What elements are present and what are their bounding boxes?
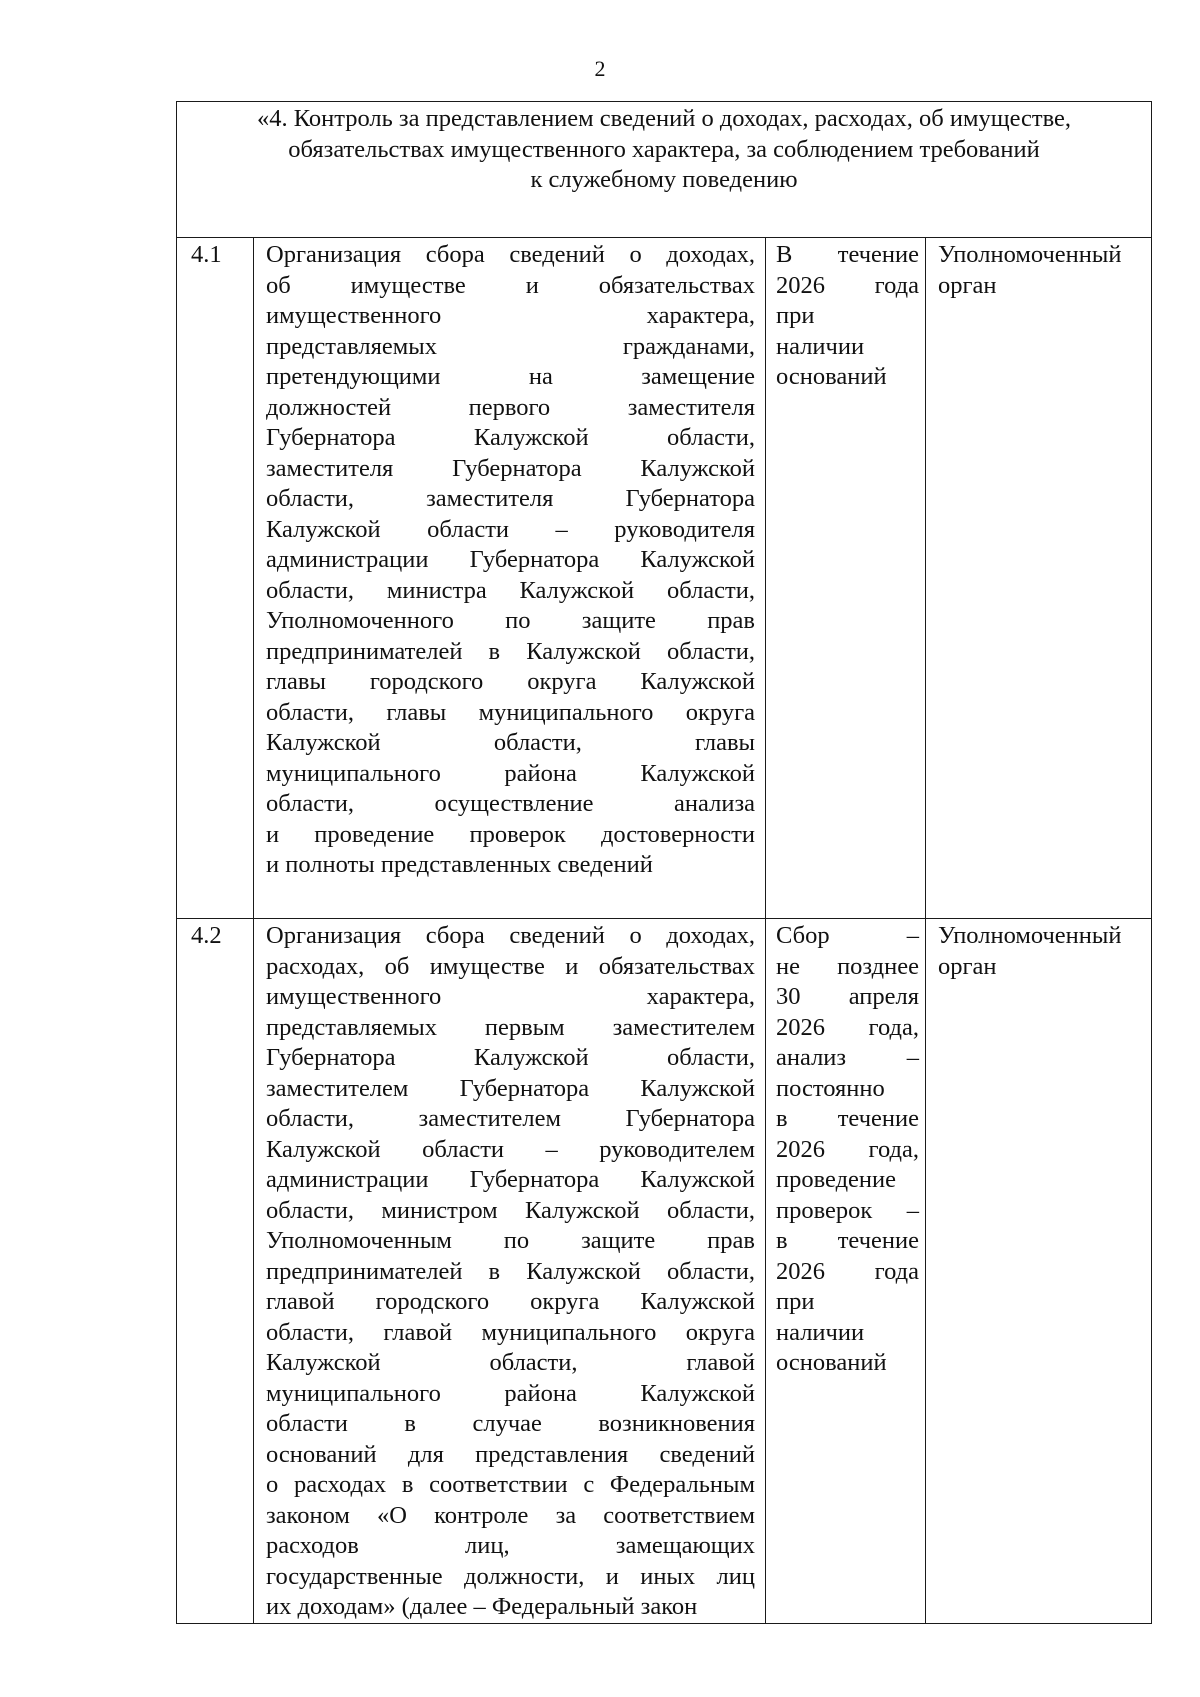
description-line: их доходам» (далее – Федеральный закон bbox=[266, 1593, 698, 1620]
term-line: постоянно bbox=[776, 1074, 885, 1102]
description-line: и проведение проверок достоверности bbox=[266, 820, 755, 848]
description-line: законом «О контроле за соответствием bbox=[266, 1501, 755, 1529]
description-line: администрации Губернатора Калужской bbox=[266, 1166, 755, 1193]
description-line: заместителя Губернатора Калужской bbox=[266, 454, 755, 482]
responsible-line: Уполномоченный bbox=[938, 922, 1122, 949]
description-line: Калужской области – руководителем bbox=[266, 1135, 755, 1163]
description-line: имущественного характера, bbox=[266, 983, 755, 1010]
description-line: заместителем Губернатора Калужской bbox=[266, 1074, 755, 1102]
description-line: области, министра Калужской области, bbox=[266, 576, 755, 604]
term-line: анализ – bbox=[776, 1044, 919, 1071]
description-line: области в случае возникновения bbox=[266, 1410, 755, 1437]
description-line: должностей первого заместителя bbox=[266, 393, 755, 421]
responsible-line: орган bbox=[938, 952, 997, 980]
description-line: имущественного характера, bbox=[266, 302, 755, 329]
description-line: муниципального района Калужской bbox=[266, 1379, 755, 1407]
term-line: В течение bbox=[776, 241, 919, 268]
row-number: 4.2 bbox=[177, 919, 254, 1624]
description-line: главы городского округа Калужской bbox=[266, 668, 755, 695]
description-line: главой городского округа Калужской bbox=[266, 1288, 755, 1315]
description-line: претендующими на замещение bbox=[266, 363, 755, 390]
row-term bbox=[766, 919, 926, 1624]
section-title bbox=[177, 102, 1152, 238]
table-row bbox=[177, 919, 1152, 1624]
description-line: администрации Губернатора Калужской bbox=[266, 546, 755, 573]
description-line: муниципального района Калужской bbox=[266, 759, 755, 787]
table-row bbox=[177, 238, 1152, 919]
row-responsible bbox=[926, 919, 1152, 1624]
description-line: Калужской области, главы bbox=[266, 729, 755, 756]
description-line: области, министром Калужской области, bbox=[266, 1196, 755, 1224]
description-line: области, главы муниципального округа bbox=[266, 698, 755, 726]
description-line: об имуществе и обязательствах bbox=[266, 271, 755, 299]
row-number: 4.1 bbox=[177, 238, 254, 919]
description-line: оснований для представления сведений bbox=[266, 1440, 755, 1468]
description-line: Калужской области, главой bbox=[266, 1349, 755, 1376]
description-line: Калужской области – руководителя bbox=[266, 515, 755, 543]
term-line: наличии bbox=[776, 332, 865, 360]
term-line: при bbox=[776, 302, 815, 329]
section-title-line: «4. Контроль за представлением сведений о доходах, расходах, об имуществе, bbox=[256, 105, 1072, 132]
description-line: расходах, об имуществе и обязательствах bbox=[266, 952, 755, 980]
page-number: 2 bbox=[594, 56, 606, 81]
description-line: области, главой муниципального округа bbox=[266, 1318, 755, 1346]
row-description bbox=[254, 919, 766, 1624]
term-line: Сбор – bbox=[776, 922, 919, 949]
description-line: области, осуществление анализа bbox=[266, 790, 755, 817]
term-line: 2026 года, bbox=[776, 1135, 919, 1163]
term-line: наличии bbox=[776, 1318, 865, 1346]
term-line: 2026 года bbox=[776, 1257, 919, 1285]
row-description bbox=[254, 238, 766, 919]
term-line: 2026 года bbox=[776, 271, 919, 299]
description-line: представляемых гражданами, bbox=[266, 332, 755, 360]
description-line: Уполномоченного по защите прав bbox=[266, 607, 755, 634]
description-line: предпринимателей в Калужской области, bbox=[266, 637, 755, 665]
description-line: Губернатора Калужской области, bbox=[266, 1044, 755, 1071]
description-line: государственные должности, и иных лиц bbox=[266, 1562, 755, 1590]
description-line: области, заместителем Губернатора bbox=[266, 1105, 755, 1132]
term-line: проверок – bbox=[776, 1196, 919, 1224]
description-line: расходов лиц, замещающих bbox=[266, 1532, 755, 1559]
responsible-line: Уполномоченный bbox=[938, 241, 1122, 268]
description-line: Организация сбора сведений о доходах, bbox=[266, 241, 755, 268]
term-line: оснований bbox=[776, 1349, 887, 1376]
description-line: о расходах в соответствии с Федеральным bbox=[266, 1471, 755, 1498]
responsible-line: орган bbox=[938, 271, 997, 299]
term-line: в течение bbox=[776, 1227, 919, 1254]
description-line: и полноты представленных сведений bbox=[266, 851, 653, 878]
section-title-line: к служебному поведению bbox=[530, 166, 798, 193]
description-line: Губернатора Калужской области, bbox=[266, 424, 755, 451]
term-line: проведение bbox=[776, 1166, 897, 1193]
row-responsible bbox=[926, 238, 1152, 919]
description-line: предпринимателей в Калужской области, bbox=[266, 1257, 755, 1285]
section-title-line: обязательствах имущественного характера, за соблюдением требований bbox=[288, 135, 1040, 163]
section-header-row bbox=[177, 102, 1152, 238]
term-line: не позднее bbox=[776, 952, 919, 980]
term-line: оснований bbox=[776, 363, 887, 390]
description-line: Организация сбора сведений о доходах, bbox=[266, 922, 755, 949]
term-line: в течение bbox=[776, 1105, 919, 1132]
description-line: области, заместителя Губернатора bbox=[266, 485, 755, 512]
term-line: 30 апреля bbox=[776, 983, 919, 1010]
row-term bbox=[766, 238, 926, 919]
description-line: Уполномоченным по защите прав bbox=[266, 1227, 755, 1254]
activity-plan-table bbox=[176, 101, 1152, 1624]
description-line: представляемых первым заместителем bbox=[266, 1013, 755, 1041]
term-line: при bbox=[776, 1288, 815, 1315]
term-line: 2026 года, bbox=[776, 1013, 919, 1041]
